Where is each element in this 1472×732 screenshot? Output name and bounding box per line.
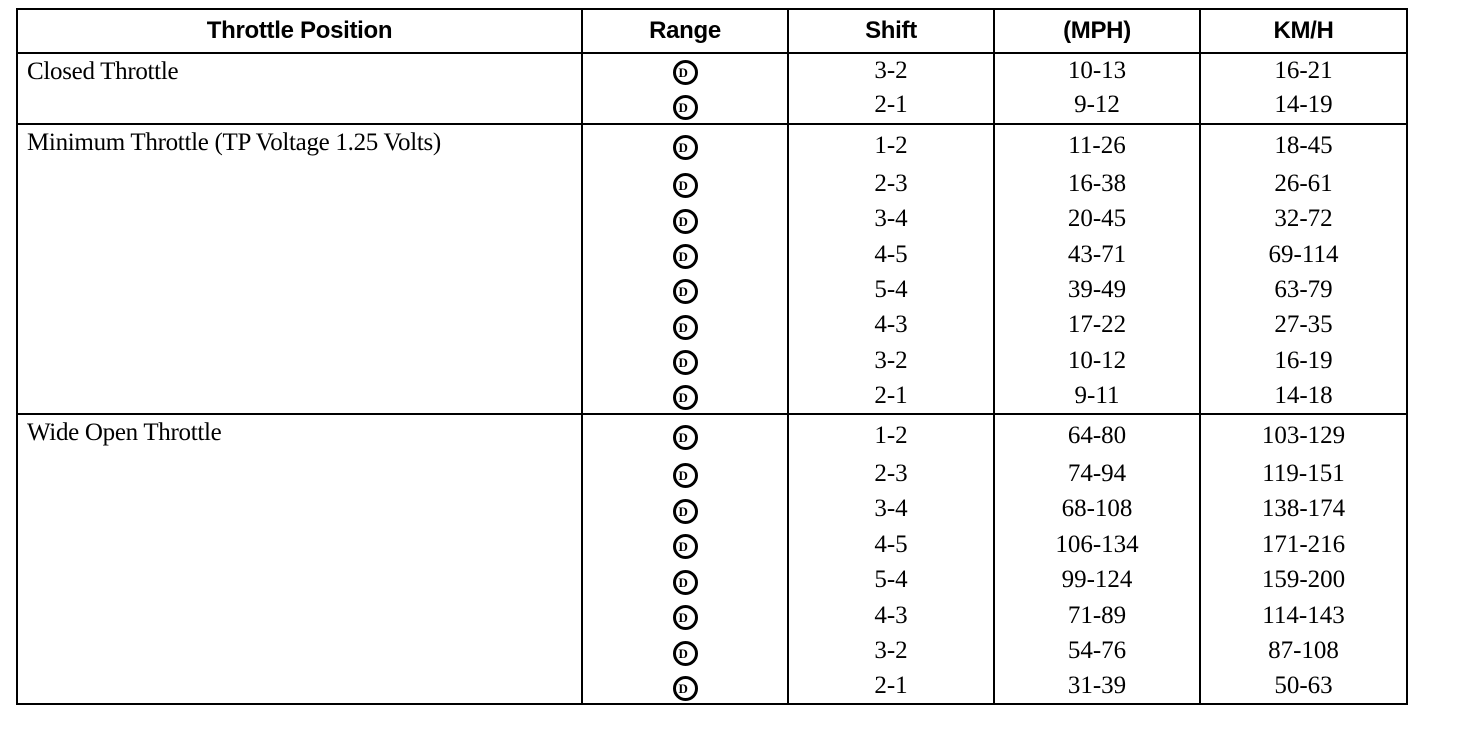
drive-range-circle-icon [673,534,698,559]
range-cell [582,562,788,598]
drive-range-letter: D [678,319,688,335]
range-cell [582,633,788,669]
kmh-cell: 114-143 [1200,598,1407,633]
drive-range-letter: D [678,178,688,194]
mph-cell: 71-89 [994,598,1200,633]
drive-range-letter: D [678,539,688,555]
range-cell [582,669,788,704]
range-cell [582,414,788,456]
kmh-cell: 26-61 [1200,166,1407,201]
kmh-cell: 69-114 [1200,237,1407,272]
kmh-cell: 27-35 [1200,307,1407,343]
kmh-cell: 103-129 [1200,414,1407,456]
drive-range-letter: D [678,249,688,265]
drive-range-letter: D [678,645,688,661]
shift-cell: 3-2 [788,633,994,669]
shift-cell: 5-4 [788,272,994,307]
shift-cell: 4-3 [788,598,994,633]
range-cell [582,166,788,201]
throttle-group [17,414,1407,704]
mph-cell: 11-26 [994,124,1200,166]
range-cell [582,307,788,343]
shift-cell: 2-3 [788,166,994,201]
drive-range-circle-icon [673,425,698,450]
header-row [17,9,1407,53]
kmh-cell: 14-19 [1200,87,1407,124]
kmh-cell: 171-216 [1200,527,1407,562]
mph-cell: 54-76 [994,633,1200,669]
drive-range-letter: D [678,430,688,446]
kmh-cell: 18-45 [1200,124,1407,166]
drive-range-letter: D [678,503,688,519]
header-range: Range [582,9,788,53]
kmh-cell: 138-174 [1200,491,1407,527]
shift-cell: 2-1 [788,87,994,124]
shift-cell: 3-2 [788,343,994,378]
mph-cell: 16-38 [994,166,1200,201]
table-row [17,124,1407,166]
mph-cell: 20-45 [994,201,1200,237]
mph-cell: 64-80 [994,414,1200,456]
range-cell [582,378,788,414]
kmh-cell: 119-151 [1200,456,1407,491]
table-row [17,53,1407,87]
shift-cell: 1-2 [788,414,994,456]
throttle-position-cell: Closed Throttle [17,53,582,124]
throttle-position-cell: Minimum Throttle (TP Voltage 1.25 Volts) [17,124,582,414]
shift-cell: 3-4 [788,201,994,237]
kmh-cell: 87-108 [1200,633,1407,669]
drive-range-circle-icon [673,315,698,340]
range-cell [582,124,788,166]
mph-cell: 17-22 [994,307,1200,343]
drive-range-circle-icon [673,570,698,595]
shift-cell: 4-5 [788,237,994,272]
range-cell [582,53,788,87]
drive-range-circle-icon [673,499,698,524]
kmh-cell: 32-72 [1200,201,1407,237]
shift-cell: 4-5 [788,527,994,562]
drive-range-circle-icon [673,605,698,630]
mph-cell: 99-124 [994,562,1200,598]
shift-cell: 2-1 [788,378,994,414]
shift-cell: 3-4 [788,491,994,527]
shift-cell: 2-1 [788,669,994,704]
drive-range-circle-icon [673,209,698,234]
mph-cell: 74-94 [994,456,1200,491]
mph-cell: 106-134 [994,527,1200,562]
drive-range-circle-icon [673,463,698,488]
drive-range-letter: D [678,65,688,81]
range-cell [582,237,788,272]
shift-cell: 3-2 [788,53,994,87]
drive-range-letter: D [678,680,688,696]
drive-range-circle-icon [673,676,698,701]
kmh-cell: 16-21 [1200,53,1407,87]
drive-range-circle-icon [673,173,698,198]
mph-cell: 31-39 [994,669,1200,704]
shift-cell: 1-2 [788,124,994,166]
drive-range-circle-icon [673,641,698,666]
drive-range-letter: D [678,468,688,484]
drive-range-circle-icon [673,350,698,375]
drive-range-circle-icon [673,60,698,85]
drive-range-circle-icon [673,385,698,410]
table-row [17,414,1407,456]
drive-range-letter: D [678,574,688,590]
mph-cell: 39-49 [994,272,1200,307]
mph-cell: 10-12 [994,343,1200,378]
kmh-cell: 14-18 [1200,378,1407,414]
range-cell [582,598,788,633]
drive-range-letter: D [678,99,688,115]
kmh-cell: 159-200 [1200,562,1407,598]
drive-range-circle-icon [673,95,698,120]
kmh-cell: 50-63 [1200,669,1407,704]
throttle-group [17,53,1407,124]
kmh-cell: 16-19 [1200,343,1407,378]
kmh-cell: 63-79 [1200,272,1407,307]
range-cell [582,491,788,527]
range-cell [582,87,788,124]
drive-range-letter: D [678,140,688,156]
range-cell [582,343,788,378]
range-cell [582,272,788,307]
drive-range-circle-icon [673,135,698,160]
drive-range-circle-icon [673,279,698,304]
throttle-position-cell: Wide Open Throttle [17,414,582,704]
shift-cell: 5-4 [788,562,994,598]
mph-cell: 9-12 [994,87,1200,124]
mph-cell: 43-71 [994,237,1200,272]
header-kmh: KM/H [1200,9,1407,53]
shift-cell: 4-3 [788,307,994,343]
header-throttle-position: Throttle Position [17,9,582,53]
range-cell [582,201,788,237]
mph-cell: 68-108 [994,491,1200,527]
drive-range-letter: D [678,213,688,229]
shift-speed-table [16,8,1408,705]
throttle-group [17,124,1407,414]
header-mph: (MPH) [994,9,1200,53]
drive-range-letter: D [678,355,688,371]
drive-range-circle-icon [673,244,698,269]
header-shift: Shift [788,9,994,53]
drive-range-letter: D [678,390,688,406]
mph-cell: 9-11 [994,378,1200,414]
shift-cell: 2-3 [788,456,994,491]
drive-range-letter: D [678,284,688,300]
range-cell [582,456,788,491]
range-cell [582,527,788,562]
drive-range-letter: D [678,610,688,626]
mph-cell: 10-13 [994,53,1200,87]
